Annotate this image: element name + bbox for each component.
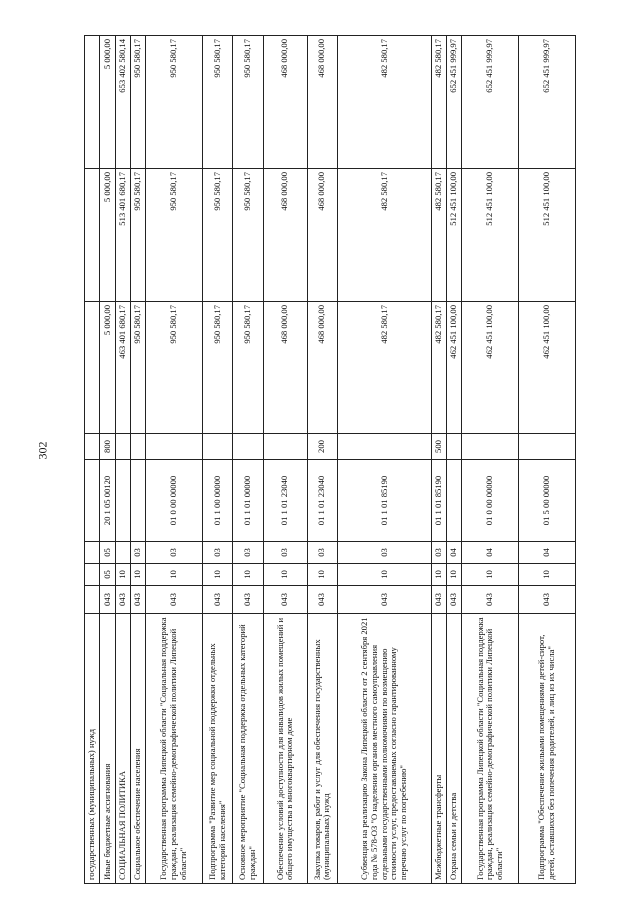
cell-year3 xyxy=(85,36,100,169)
cell-csr: 20 1 05 00120 xyxy=(100,460,115,542)
cell-year3: 652 451 999,97 xyxy=(519,36,576,169)
cell-ved: 043 xyxy=(202,586,233,614)
table-row xyxy=(519,36,576,884)
cell-csr xyxy=(85,460,100,542)
cell-pr: 04 xyxy=(462,542,519,564)
cell-rz: 10 xyxy=(447,564,462,586)
cell-year1: 950 580,17 xyxy=(130,302,145,434)
cell-name: Государственная программа Липецкой области "Социальная поддержка граждан, реализация семейно-демографической политики Липецкой области" xyxy=(462,614,519,884)
cell-name: Подпрограмма "Обеспечение жильыми помещениями детей-сирот, детей, оставшихся без попечения родителей, и лиц из их числа" xyxy=(519,614,576,884)
cell-year2: 950 580,17 xyxy=(202,169,233,302)
cell-year2: 5 000,00 xyxy=(100,169,115,302)
table-row xyxy=(85,36,100,884)
cell-ved xyxy=(85,586,100,614)
cell-vr xyxy=(130,434,145,460)
cell-pr: 04 xyxy=(447,542,462,564)
cell-year2: 468 000,00 xyxy=(263,169,307,302)
cell-name: Субвенция на реализацию Закона Липецкой области от 2 сентября 2021 года № 578-ОЗ "О наделении органов местного самоуправления отдельными государственными полномочиями по возмещению стоимости услуг, предоставляемых согласно гарантированному перечню услуг по погребению" xyxy=(338,614,432,884)
cell-pr: 03 xyxy=(146,542,203,564)
cell-ved: 043 xyxy=(519,586,576,614)
cell-csr: 01 1 01 85190 xyxy=(431,460,446,542)
page-number: 302 xyxy=(35,441,50,460)
cell-year3: 950 580,17 xyxy=(202,36,233,169)
table-row xyxy=(130,36,145,884)
cell-pr: 03 xyxy=(202,542,233,564)
cell-csr xyxy=(130,460,145,542)
cell-name: Подпрограмма "Развитие мер социальной поддержки отдельных категорий населения" xyxy=(202,614,233,884)
cell-rz: 10 xyxy=(115,564,130,586)
table-row xyxy=(115,36,130,884)
cell-vr xyxy=(233,434,264,460)
rotated-page-wrapper xyxy=(84,36,576,884)
cell-rz: 10 xyxy=(431,564,446,586)
cell-year2: 468 000,00 xyxy=(307,169,338,302)
cell-rz: 10 xyxy=(202,564,233,586)
cell-year1: 462 451 100,00 xyxy=(519,302,576,434)
cell-name: Основное мероприятие "Социальная поддержка отдельных категорий граждан" xyxy=(233,614,264,884)
cell-csr: 01 1 01 85190 xyxy=(338,460,432,542)
cell-year2: 513 401 680,17 xyxy=(115,169,130,302)
cell-csr: 01 1 01 23040 xyxy=(307,460,338,542)
cell-ved: 043 xyxy=(307,586,338,614)
cell-ved: 043 xyxy=(338,586,432,614)
cell-year1: 468 000,00 xyxy=(307,302,338,434)
cell-year3: 652 451 999,97 xyxy=(462,36,519,169)
cell-year2: 482 580,17 xyxy=(431,169,446,302)
cell-rz: 10 xyxy=(307,564,338,586)
cell-pr: 03 xyxy=(431,542,446,564)
cell-vr: 500 xyxy=(431,434,446,460)
cell-year2: 950 580,17 xyxy=(146,169,203,302)
cell-pr: 03 xyxy=(263,542,307,564)
table-row xyxy=(338,36,432,884)
cell-vr xyxy=(85,434,100,460)
cell-vr xyxy=(202,434,233,460)
cell-year1: 950 580,17 xyxy=(146,302,203,434)
budget-table-container xyxy=(84,36,576,884)
cell-pr: 05 xyxy=(100,542,115,564)
cell-year2: 512 451 100,00 xyxy=(447,169,462,302)
cell-pr xyxy=(85,542,100,564)
cell-year1: 5 000,00 xyxy=(100,302,115,434)
cell-rz: 05 xyxy=(100,564,115,586)
cell-year1: 482 580,17 xyxy=(338,302,432,434)
cell-rz: 10 xyxy=(519,564,576,586)
cell-ved: 043 xyxy=(233,586,264,614)
cell-name: Закупка товаров, работ и услуг для обеспечения государственных (муниципальных) нужд xyxy=(307,614,338,884)
cell-year3: 468 000,00 xyxy=(263,36,307,169)
cell-year1: 950 580,17 xyxy=(202,302,233,434)
cell-rz: 10 xyxy=(338,564,432,586)
cell-rz: 10 xyxy=(146,564,203,586)
cell-ved: 043 xyxy=(115,586,130,614)
cell-pr: 03 xyxy=(307,542,338,564)
cell-rz: 10 xyxy=(462,564,519,586)
cell-name: Обеспечение условий доступности для инвалидов жилых помещений и общего имущества в многоквартирном доме xyxy=(263,614,307,884)
cell-ved: 043 xyxy=(130,586,145,614)
cell-pr: 03 xyxy=(233,542,264,564)
cell-csr: 01 0 00 00000 xyxy=(146,460,203,542)
cell-year1: 463 401 680,17 xyxy=(115,302,130,434)
cell-csr xyxy=(115,460,130,542)
cell-year2: 950 580,17 xyxy=(233,169,264,302)
cell-name: Государственная программа Липецкой области "Социальная поддержка граждан, реализация семейно-демографической политики Липецкой области" xyxy=(146,614,203,884)
cell-rz: 10 xyxy=(263,564,307,586)
table-body xyxy=(85,36,576,884)
cell-pr xyxy=(115,542,130,564)
cell-vr xyxy=(447,434,462,460)
cell-csr xyxy=(447,460,462,542)
cell-year3: 653 402 580,14 xyxy=(115,36,130,169)
cell-csr: 01 0 00 00000 xyxy=(462,460,519,542)
table-row xyxy=(233,36,264,884)
cell-year3: 950 580,17 xyxy=(233,36,264,169)
cell-year3: 482 580,17 xyxy=(338,36,432,169)
table-row xyxy=(100,36,115,884)
cell-vr xyxy=(263,434,307,460)
table-row xyxy=(431,36,446,884)
cell-pr: 04 xyxy=(519,542,576,564)
cell-ved: 043 xyxy=(146,586,203,614)
cell-rz: 10 xyxy=(233,564,264,586)
cell-name: Иные бюджетные ассигнования xyxy=(100,614,115,884)
cell-vr: 200 xyxy=(307,434,338,460)
cell-year1 xyxy=(85,302,100,434)
cell-year1: 468 000,00 xyxy=(263,302,307,434)
cell-ved: 043 xyxy=(100,586,115,614)
cell-year1: 462 451 100,00 xyxy=(447,302,462,434)
cell-year1: 950 580,17 xyxy=(233,302,264,434)
cell-year3: 950 580,17 xyxy=(146,36,203,169)
cell-csr: 01 1 00 00000 xyxy=(202,460,233,542)
cell-year2: 512 451 100,00 xyxy=(462,169,519,302)
cell-ved: 043 xyxy=(263,586,307,614)
cell-year2: 512 451 100,00 xyxy=(519,169,576,302)
cell-name: СОЦИАЛЬНАЯ ПОЛИТИКА xyxy=(115,614,130,884)
cell-vr xyxy=(462,434,519,460)
cell-year1: 462 451 100,00 xyxy=(462,302,519,434)
cell-year3: 482 580,17 xyxy=(431,36,446,169)
cell-year2: 950 580,17 xyxy=(130,169,145,302)
cell-vr xyxy=(338,434,432,460)
cell-year3: 5 000,00 xyxy=(100,36,115,169)
cell-vr: 800 xyxy=(100,434,115,460)
table-row xyxy=(307,36,338,884)
cell-name: государственных (муниципальных) нужд xyxy=(85,614,100,884)
cell-ved: 043 xyxy=(462,586,519,614)
table-row xyxy=(462,36,519,884)
cell-vr xyxy=(519,434,576,460)
table-row xyxy=(447,36,462,884)
table-row xyxy=(202,36,233,884)
cell-year3: 950 580,17 xyxy=(130,36,145,169)
cell-pr: 03 xyxy=(130,542,145,564)
cell-rz: 10 xyxy=(130,564,145,586)
cell-year2 xyxy=(85,169,100,302)
cell-csr: 01 1 01 23040 xyxy=(263,460,307,542)
cell-pr: 03 xyxy=(338,542,432,564)
cell-year1: 482 580,17 xyxy=(431,302,446,434)
cell-csr: 01 1 01 00000 xyxy=(233,460,264,542)
cell-name: Охрана семьи и детства xyxy=(447,614,462,884)
cell-name: Межбюджетные трансферты xyxy=(431,614,446,884)
cell-year3: 468 000,00 xyxy=(307,36,338,169)
cell-year3: 652 451 999,97 xyxy=(447,36,462,169)
cell-vr xyxy=(146,434,203,460)
cell-rz xyxy=(85,564,100,586)
cell-vr xyxy=(115,434,130,460)
cell-csr: 01 5 00 00000 xyxy=(519,460,576,542)
cell-ved: 043 xyxy=(447,586,462,614)
budget-table xyxy=(84,35,576,884)
cell-year2: 482 580,17 xyxy=(338,169,432,302)
table-row xyxy=(146,36,203,884)
cell-name: Социальное обеспечение населения xyxy=(130,614,145,884)
table-row xyxy=(263,36,307,884)
cell-ved: 043 xyxy=(431,586,446,614)
